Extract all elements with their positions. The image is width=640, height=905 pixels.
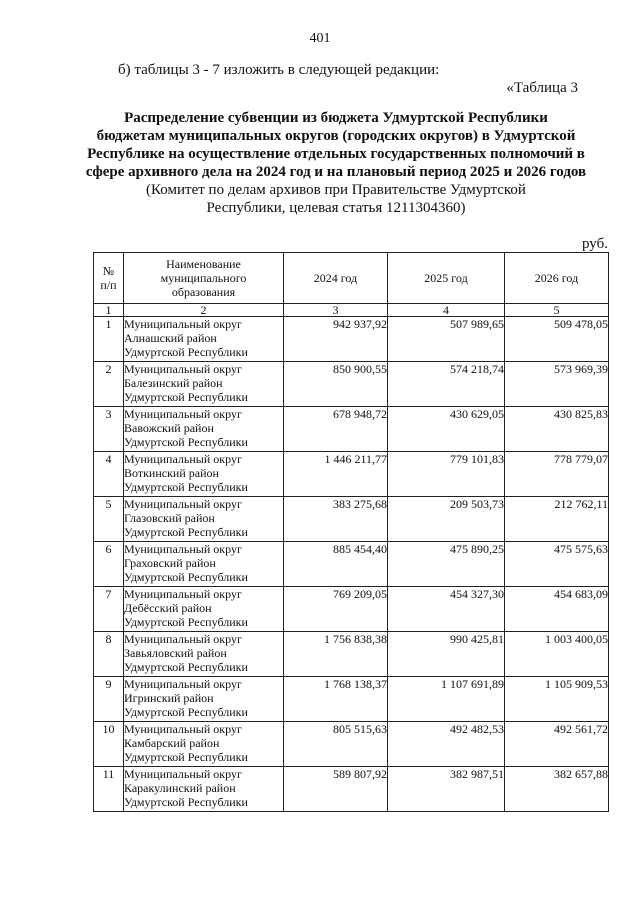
municipality-name-line: Завьяловский район — [124, 646, 227, 660]
amount-2024: 850 900,55 — [284, 362, 388, 407]
municipality-name-line: Удмуртской Республики — [124, 435, 248, 449]
municipality-name — [124, 407, 284, 452]
amount-2024: 942 937,92 — [284, 317, 388, 362]
municipality-name-line: Муниципальный округ — [124, 317, 242, 331]
municipality-name-line: Удмуртской Республики — [124, 795, 248, 809]
amount-2025: 574 218,74 — [388, 362, 505, 407]
municipality-name-line: Каракулинский район — [124, 781, 236, 795]
row-number: 1 — [94, 317, 124, 362]
title-bold-line: Распределение субвенции из бюджета Удмуртской Республики — [124, 110, 548, 126]
header-number-line: п/п — [100, 278, 117, 292]
column-number: 5 — [505, 304, 609, 317]
municipality-name-line: Граховский район — [124, 556, 216, 570]
municipality-name-line: Муниципальный округ — [124, 452, 242, 466]
municipality-name-line: Воткинский район — [124, 466, 219, 480]
table-row — [94, 722, 609, 767]
header-name-line: муниципального — [160, 271, 247, 285]
municipality-name-line: Удмуртской Республики — [124, 615, 248, 629]
header-number — [94, 253, 124, 304]
row-number: 4 — [94, 452, 124, 497]
municipality-name — [124, 452, 284, 497]
amount-2024: 885 454,40 — [284, 542, 388, 587]
municipality-name-line: Удмуртской Республики — [124, 525, 248, 539]
municipality-name — [124, 542, 284, 587]
amount-2025: 492 482,53 — [388, 722, 505, 767]
amount-2026: 454 683,09 — [505, 587, 609, 632]
column-number: 1 — [94, 304, 124, 317]
municipality-name-line: Вавожский район — [124, 421, 214, 435]
page-number: 401 — [309, 31, 331, 46]
amount-2024: 1 756 838,38 — [284, 632, 388, 677]
row-number: 8 — [94, 632, 124, 677]
row-number: 5 — [94, 497, 124, 542]
municipality-name-line: Муниципальный округ — [124, 632, 242, 646]
header-2024: 2024 год — [284, 253, 388, 304]
title-bold-line: Республике на осуществление отдельных государственных полномочий в — [87, 146, 585, 162]
municipality-name-line: Удмуртской Республики — [124, 390, 248, 404]
amount-2026: 212 762,11 — [505, 497, 609, 542]
column-number: 4 — [388, 304, 505, 317]
table-row — [94, 632, 609, 677]
municipality-name-line: Муниципальный округ — [124, 722, 242, 736]
header-name — [124, 253, 284, 304]
municipality-name — [124, 677, 284, 722]
municipality-name-line: Муниципальный округ — [124, 677, 242, 691]
amount-2026: 778 779,07 — [505, 452, 609, 497]
amount-2025: 507 989,65 — [388, 317, 505, 362]
amount-2024: 1 768 138,37 — [284, 677, 388, 722]
header-name-line: образования — [171, 285, 236, 299]
table-row — [94, 677, 609, 722]
table-row — [94, 587, 609, 632]
row-number: 9 — [94, 677, 124, 722]
municipality-name-line: Игринский район — [124, 691, 214, 705]
amount-2024: 805 515,63 — [284, 722, 388, 767]
document-title — [84, 109, 588, 217]
header-name-line: Наименование — [166, 257, 241, 271]
amount-2024: 769 209,05 — [284, 587, 388, 632]
row-number: 2 — [94, 362, 124, 407]
header-number-line: № — [102, 264, 115, 278]
intro-text: б) таблицы 3 - 7 изложить в следующей редакции: — [118, 62, 440, 78]
amount-2025: 454 327,30 — [388, 587, 505, 632]
table-row — [94, 362, 609, 407]
amount-2025: 779 101,83 — [388, 452, 505, 497]
row-number: 11 — [94, 767, 124, 812]
row-number: 10 — [94, 722, 124, 767]
amount-2024: 589 807,92 — [284, 767, 388, 812]
municipality-name — [124, 632, 284, 677]
amount-2026: 382 657,88 — [505, 767, 609, 812]
municipality-name-line: Балезинский район — [124, 376, 223, 390]
table-body — [94, 304, 609, 812]
amount-2025: 430 629,05 — [388, 407, 505, 452]
municipality-name-line: Муниципальный округ — [124, 362, 242, 376]
amount-2025: 475 890,25 — [388, 542, 505, 587]
municipality-name-line: Удмуртской Республики — [124, 750, 248, 764]
municipality-name-line: Алнашский район — [124, 331, 217, 345]
municipality-name-line: Удмуртской Республики — [124, 660, 248, 674]
title-subtitle-line: (Комитет по делам архивов при Правительстве Удмуртской — [146, 182, 526, 198]
title-bold-line: бюджетам муниципальных округов (городских округов) в Удмуртской — [96, 128, 576, 144]
municipality-name-line: Муниципальный округ — [124, 497, 242, 511]
title-bold-line: сфере архивного дела на 2024 год и на плановый период 2025 и 2026 годов — [85, 164, 587, 180]
municipality-name-line: Муниципальный округ — [124, 767, 242, 781]
municipality-name-line: Глазовский район — [124, 511, 215, 525]
table-row — [94, 542, 609, 587]
amount-2026: 475 575,63 — [505, 542, 609, 587]
subvention-table — [93, 252, 609, 812]
amount-2025: 382 987,51 — [388, 767, 505, 812]
municipality-name-line: Удмуртской Республики — [124, 480, 248, 494]
municipality-name-line: Муниципальный округ — [124, 587, 242, 601]
amount-2026: 1 105 909,53 — [505, 677, 609, 722]
municipality-name-line: Удмуртской Республики — [124, 570, 248, 584]
municipality-name — [124, 362, 284, 407]
amount-2024: 1 446 211,77 — [284, 452, 388, 497]
amount-2025: 1 107 691,89 — [388, 677, 505, 722]
municipality-name-line: Удмуртской Республики — [124, 345, 248, 359]
municipality-name — [124, 587, 284, 632]
table-header-row — [94, 253, 609, 304]
amount-2026: 1 003 400,05 — [505, 632, 609, 677]
amount-2024: 383 275,68 — [284, 497, 388, 542]
amount-2026: 573 969,39 — [505, 362, 609, 407]
amount-2024: 678 948,72 — [284, 407, 388, 452]
title-subtitle-line: Республики, целевая статья 1211304360) — [206, 200, 466, 216]
municipality-name-line: Дебёсский район — [124, 601, 212, 615]
municipality-name — [124, 317, 284, 362]
amount-2026: 509 478,05 — [505, 317, 609, 362]
amount-2026: 492 561,72 — [505, 722, 609, 767]
column-number: 2 — [124, 304, 284, 317]
column-number: 3 — [284, 304, 388, 317]
header-2026: 2026 год — [505, 253, 609, 304]
municipality-name-line: Камбарский район — [124, 736, 220, 750]
table-row — [94, 767, 609, 812]
municipality-name-line: Муниципальный округ — [124, 542, 242, 556]
row-number: 3 — [94, 407, 124, 452]
table-row — [94, 452, 609, 497]
amount-2025: 209 503,73 — [388, 497, 505, 542]
municipality-name — [124, 497, 284, 542]
municipality-name — [124, 767, 284, 812]
currency-unit: руб. — [582, 236, 608, 252]
table-row — [94, 407, 609, 452]
municipality-name-line: Удмуртской Республики — [124, 705, 248, 719]
row-number: 7 — [94, 587, 124, 632]
row-number: 6 — [94, 542, 124, 587]
amount-2026: 430 825,83 — [505, 407, 609, 452]
municipality-name-line: Муниципальный округ — [124, 407, 242, 421]
column-number-row — [94, 304, 609, 317]
table-reference: «Таблица 3 — [506, 80, 578, 96]
municipality-name — [124, 722, 284, 767]
amount-2025: 990 425,81 — [388, 632, 505, 677]
header-2025: 2025 год — [388, 253, 505, 304]
table-row — [94, 497, 609, 542]
table-row — [94, 317, 609, 362]
